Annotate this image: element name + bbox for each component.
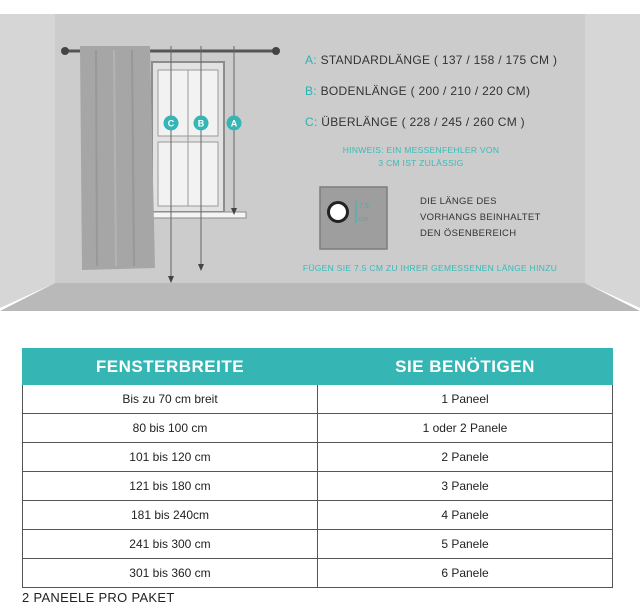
header-you-need: SIE BENÖTIGEN (318, 349, 613, 385)
legend-text-c: ÜBERLÄNGE ( 228 / 245 / 260 CM ) (317, 115, 525, 129)
hint-line-1: HINWEIS: EIN MESSENFEHLER VON (342, 145, 500, 155)
floor (0, 283, 640, 311)
panels-cell: 1 Paneel (318, 385, 613, 414)
svg-text:A: A (230, 118, 238, 129)
svg-text:B: B (197, 118, 205, 129)
legend-key-a: A: (305, 53, 317, 67)
table-row (23, 559, 613, 588)
panels-cell: 1 oder 2 Panele (318, 414, 613, 443)
svg-text:cm: cm (359, 216, 369, 223)
legend-b (305, 84, 530, 98)
panels-cell: 2 Panele (318, 443, 613, 472)
header-window-width: FENSTERBREITE (23, 349, 318, 385)
panels-cell: 4 Panele (318, 501, 613, 530)
grommet-detail (320, 187, 387, 249)
legend-c (305, 115, 525, 129)
measurement-hint (330, 145, 512, 168)
table-row (23, 472, 613, 501)
table-header-row (23, 349, 613, 385)
width-cell: 121 bis 180 cm (23, 472, 318, 501)
panels-cell: 6 Panele (318, 559, 613, 588)
svg-text:C: C (167, 118, 175, 129)
table-row (23, 414, 613, 443)
width-cell: 101 bis 120 cm (23, 443, 318, 472)
eyelet-note-line-1: DIE LÄNGE DES (420, 196, 497, 207)
marker-b (194, 116, 209, 131)
legend-key-c: C: (305, 115, 318, 129)
panels-cell: 5 Panele (318, 530, 613, 559)
table-row (23, 385, 613, 414)
panels-cell: 3 Panele (318, 472, 613, 501)
panel-size-table (22, 348, 613, 588)
svg-text:7.5: 7.5 (359, 203, 369, 210)
table-row (23, 501, 613, 530)
legend-text-a: STANDARDLÄNGE ( 137 / 158 / 175 CM ) (316, 53, 558, 67)
width-cell: 301 bis 360 cm (23, 559, 318, 588)
eyelet-note-line-3: DEN ÖSENBEREICH (420, 228, 517, 239)
curtain-panel (80, 46, 155, 270)
legend-text-b: BODENLÄNGE ( 200 / 210 / 220 CM) (316, 84, 531, 98)
marker-a (227, 116, 242, 131)
table-row (23, 530, 613, 559)
width-cell: 181 bis 240cm (23, 501, 318, 530)
width-cell: 241 bis 300 cm (23, 530, 318, 559)
table-row (23, 443, 613, 472)
legend-key-b: B: (305, 84, 317, 98)
window-sill (148, 212, 246, 218)
hint-line-2: 3 CM IST ZULÄSSIG (378, 158, 464, 168)
legend-a (305, 53, 557, 67)
eyelet-note-line-2: VORHANGS BEINHALTET (420, 212, 541, 223)
add-length-note: FÜGEN SIE 7.5 CM ZU IHRER GEMESSENEN LÄNGE HINZU (302, 263, 558, 273)
width-cell: Bis zu 70 cm breit (23, 385, 318, 414)
width-cell: 80 bis 100 cm (23, 414, 318, 443)
marker-c (164, 116, 179, 131)
package-note: 2 PANEELE PRO PAKET (22, 590, 175, 605)
